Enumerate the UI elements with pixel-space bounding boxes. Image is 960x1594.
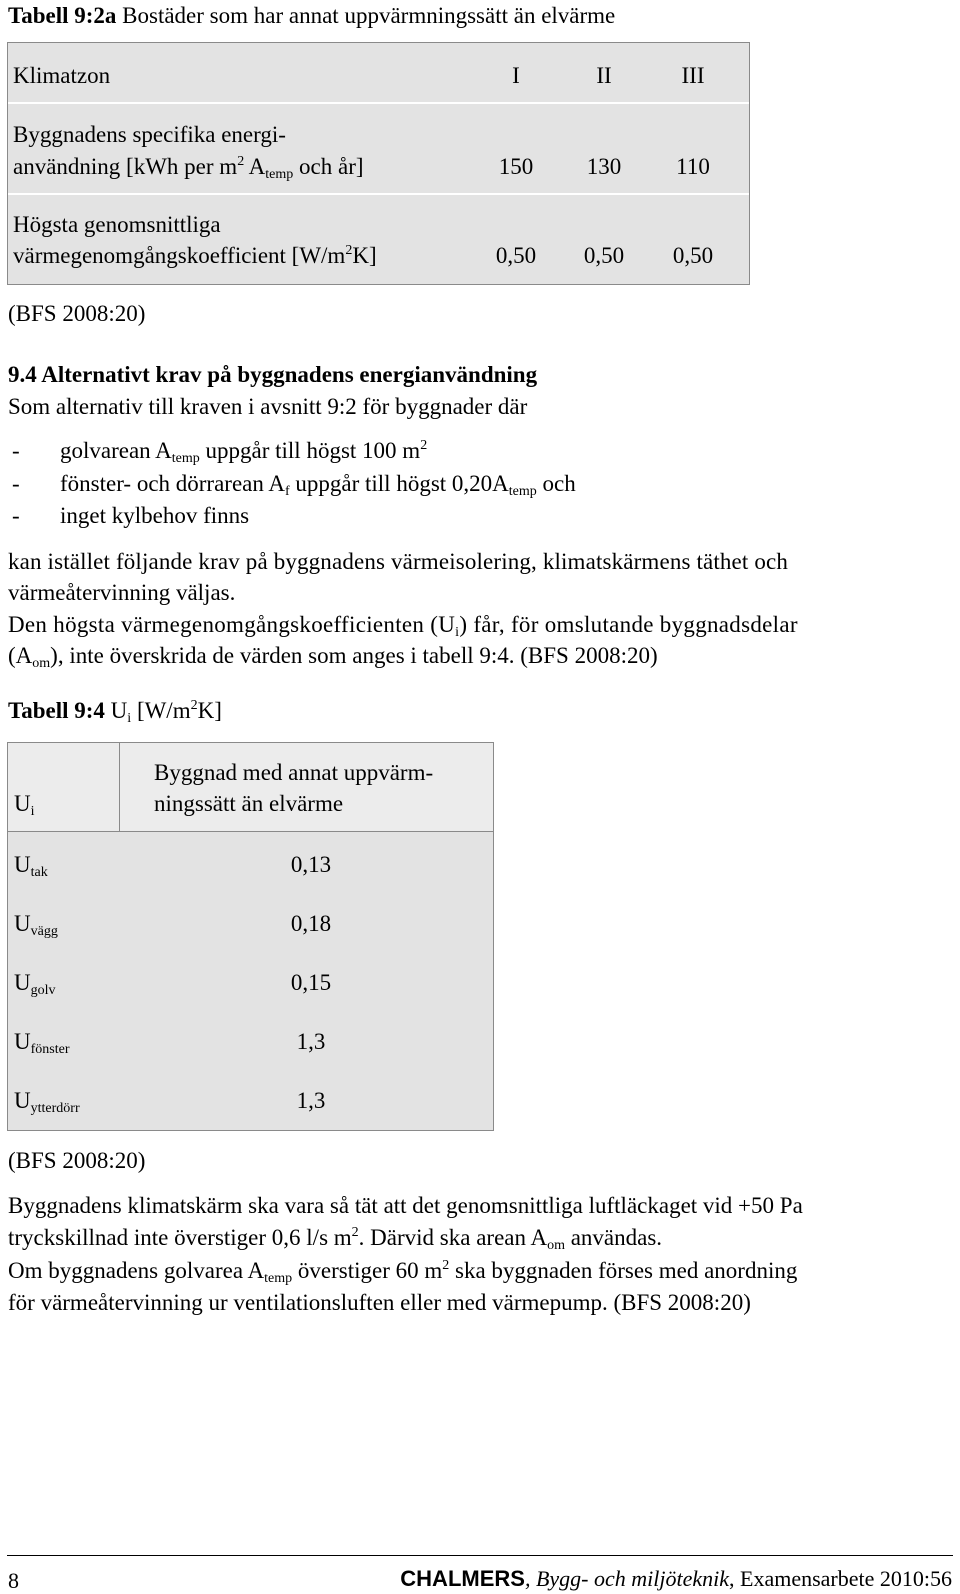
section-intro: Som alternativ till kraven i avsnitt 9:2 för byggnader där: [8, 394, 528, 419]
closing-line4: för värmeåtervinning ur ventilationsluften eller med värmepump. (BFS 2008:20): [8, 1290, 751, 1315]
section-heading: 9.4 Alternativt krav på byggnadens energianvändning: [8, 362, 538, 387]
row-divider: [8, 102, 749, 104]
bullet-dash: -: [12, 503, 20, 528]
bullet-2: fönster- och dörrarean $A_f$ uppgår till högst $0,20A_{temp}$ och: [60, 471, 576, 499]
row-u-tak-label: $U_{tak}$: [14, 852, 48, 880]
department: , Bygg- och miljöteknik: [524, 1566, 729, 1591]
row2-value-2: 0,50: [583, 243, 625, 268]
header-ui: $U_i$: [14, 791, 35, 819]
table-header: [8, 743, 493, 832]
table-9-4-source: (BFS 2008:20): [8, 1148, 146, 1173]
row1-label-line1: Byggnadens specifika energi-: [13, 122, 286, 147]
row2-value-1: 0,50: [495, 243, 537, 268]
row2-label-line1: Högsta genomsnittliga: [13, 212, 221, 237]
column-divider: [119, 743, 120, 832]
paragraph-2-line2: $(A_{om})$, inte överskrida de värden som anges i tabell 9:4. (BFS 2008:20): [8, 643, 658, 671]
footer-rule: [7, 1555, 953, 1556]
brand-name: CHALMERS: [400, 1566, 525, 1591]
table-9-2a-source: (BFS 2008:20): [8, 301, 146, 326]
row1-value-1: 150: [498, 154, 534, 179]
footer-credit: [400, 1566, 952, 1592]
bullet-dash: -: [12, 438, 20, 463]
bullet-3: inget kylbehov finns: [60, 503, 250, 528]
row-u-fonster-label: $U_{fönster}$: [14, 1029, 70, 1057]
row1-label-line2: användning [kWh per $m^2$ $A_{temp}$ och år]: [13, 154, 364, 182]
row1-value-2: 130: [586, 154, 622, 179]
row-u-ytterdorr-value: 1,3: [296, 1088, 326, 1113]
header-building-line1: Byggnad med annat uppvärm-: [154, 760, 434, 785]
closing-line1: Byggnadens klimatskärm ska vara så tät att det genomsnittliga luftläckaget vid +50 Pa: [8, 1193, 803, 1218]
bullet-1: golvarean $A_{temp}$ uppgår till högst 100 $m^2$: [60, 438, 428, 466]
row-u-golv-label: $U_{golv}$: [14, 970, 56, 998]
bullet-dash: -: [12, 471, 20, 496]
table-9-4: [7, 742, 494, 1131]
row-u-fonster-value: 1,3: [296, 1029, 326, 1054]
zone-2: II: [596, 63, 612, 88]
row-u-vagg-label: $U_{vägg}$: [14, 911, 58, 939]
row2-value-3: 0,50: [672, 243, 714, 268]
paragraph-1-line2: värmeåtervinning väljas.: [8, 580, 236, 605]
row-divider: [8, 193, 749, 195]
table-9-2a-caption: Tabell 9:2a Bostäder som har annat uppvärmningssätt än elvärme: [8, 3, 616, 28]
closing-line3: Om byggnadens golvarea $A_{temp}$ överstiger 60 $m^2$ ska byggnaden förses med anordning: [8, 1258, 798, 1286]
paragraph-1-line1: kan istället följande krav på byggnadens värmeisolering, klimatskärmens täthet och: [8, 549, 789, 574]
zone-1: I: [512, 63, 520, 88]
report-id: , Examensarbete 2010:56: [729, 1566, 952, 1591]
zone-3: III: [681, 63, 705, 88]
header-building-line2: ningssätt än elvärme: [154, 791, 344, 816]
table-9-2a: [7, 42, 750, 285]
paragraph-2-line1: Den högsta värmegenomgångskoefficienten $(U_i)$ får, för omslutande byggnadsdelar: [8, 612, 798, 640]
table-9-4-caption: Tabell 9:4 $U_i$ $[W/m^2K]$: [8, 698, 222, 726]
row2-label-line2: värmegenomgångskoefficient $[W/m^2K]$: [13, 243, 377, 268]
row-u-vagg-value: 0,18: [290, 911, 332, 936]
row-u-golv-value: 0,15: [290, 970, 332, 995]
closing-line2: tryckskillnad inte överstiger 0,6 l/s $m^2$. Därvid ska arean $A_{om}$ användas.: [8, 1225, 663, 1253]
row1-value-3: 110: [676, 154, 710, 179]
row-u-ytterdorr-label: $U_{ytterdörr}$: [14, 1088, 80, 1116]
row-u-tak-value: 0,13: [290, 852, 332, 877]
header-label: Klimatzon: [13, 63, 111, 88]
page-number: 8: [8, 1568, 19, 1593]
